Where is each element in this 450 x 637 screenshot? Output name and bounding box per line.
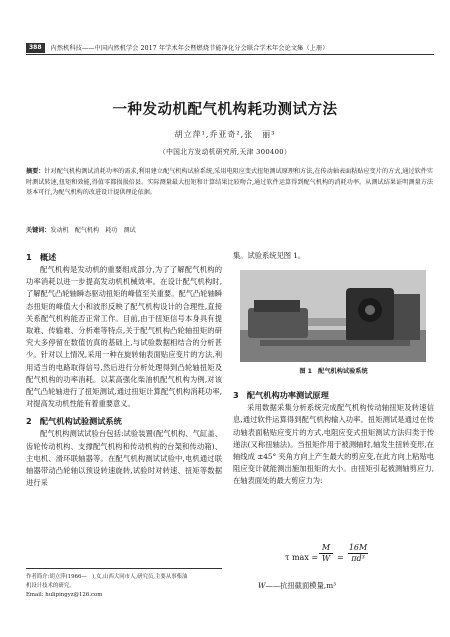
keywords-text: 发动机 配气机构 耗功 测试 — [50, 227, 136, 234]
formula-fraction-1 — [319, 543, 333, 564]
where-text: ——抗扭截面模量,m³ — [265, 581, 337, 590]
fraction-1-denominator: W — [321, 554, 331, 563]
fraction-1-numerator: M — [321, 543, 331, 552]
fraction-2-numerator: 16M — [348, 543, 368, 552]
paper-title: 一种发动机配气机构耗功测试方法 — [112, 102, 338, 118]
test-rig-illustration — [240, 270, 426, 362]
section-1-title: 1 概述 — [26, 252, 57, 262]
where-symbol: W — [258, 581, 266, 590]
shear-stress-formula — [233, 541, 434, 575]
footnote-email: Email: hulipingyz@126.com — [26, 592, 103, 598]
footnote-line-2: 机设计技术的研究。 — [26, 583, 75, 589]
fraction-2-denominator: πd³ — [351, 554, 365, 563]
section-2-title: 2 配气机构试验测试系统 — [26, 416, 122, 427]
abstract-text: 针对配气机构测试消耗功率的需求,利用建立配气机构试验系统,采用电阻应变式扭矩测试原理和方法,在传动轴表面粘贴应变片的方式,通过软件实时测试转速,扭矩和效能,得值零都损损倍县。实际测量最大扭矩和计算结果比较吻合,通过软件运算得到配气机构的消耗功率。从测试结果证明测量方法基本可行,为配气机构的改进设计提供理论依据。 — [26, 168, 433, 196]
footnote-line-1: 作者简介:胡立萍(1966— ),女,山西大同市人,研究员,主要从事柴油 — [26, 574, 188, 580]
figure-intro-text: 集。试验系统见图 1。 — [233, 251, 306, 260]
test-system-photo — [240, 270, 426, 362]
keywords-label: 关键词： — [26, 227, 51, 234]
section-3-title: 3 配气机构功率测试原理 — [233, 390, 329, 401]
formula-fraction-2 — [348, 543, 368, 564]
symbol-definition — [258, 581, 336, 591]
section-3-paragraph: 采用数据采集分析系统完成配气机构传动轴扭矩及转速信息,通过软件运算得到配气机构输入功率。扭矩测试是通过在传动轴表面粘贴应变片的方式,电阻应变式扭矩测试方法归类于传递法(又称扭轴法)。当扭矩作用于被测轴时,轴发生扭转变形,在轴线成 ±45° 夹角方向上产生最大的剪应变,在此方向上粘贴电阻应变计就能测出施加扭矩的大小。由扭矩引起被测轴剪应力,在轴表面处的最大剪应力为: — [233, 403, 434, 486]
left-column — [26, 250, 222, 489]
abstract — [26, 167, 433, 199]
section-1-paragraph: 配气机构是发动机的重要组成部分,为了了解配气机构的功率消耗以进一步提高发动机机械效率。在设计配气机构时,了解配气凸轮轴瞬态驱动扭矩的峰值至关重要。配气凸轮轴瞬态扭矩的峰值大小和波形反映了配气机构设计的合理性,直接关系配气机构能否正常工作。目前,由于扭矩信号本身具有提取难、传输难、分析难等特点,关于配气机构凸轮轴扭矩的研究大多停留在数值仿真的基础上,与试验数据相结合的分析甚少。针对以上情况,采用一种在旋转轴表面贴应变片的方法,利用适当的电路取得信号,然后进行分析处理得到凸轮轴扭矩及配气机构的功率消耗。以某高强化柴油机配气机构为例,对该配气凸轮轴进行了扭矩测试,通过扭矩计算配气机构消耗功率,对提高发动机性能有着重要意义。 — [26, 265, 222, 409]
figure-caption: 图 1 配气机构试验系统 — [299, 368, 368, 375]
keywords — [26, 226, 433, 236]
page-number: 388 — [26, 43, 45, 53]
paper-affiliation: （中国北方发动机研究所,天津 300400） — [158, 148, 292, 156]
author-footnote — [26, 568, 222, 600]
paper-authors: 胡立萍¹,乔亚奇²,张 丽³ — [174, 130, 276, 139]
formula-lhs: τ max = — [285, 553, 319, 562]
running-header — [26, 43, 434, 55]
formula-equals: = — [337, 553, 344, 562]
section-2-paragraph: 配气机构测试试验台包括:试验装置(配气机构、气缸盖、齿轮传动机构、支撑配气机构和传动机构的台架和传动箱)、主电机、滑环联轴器等。在配气机构测试试验中,电机通过联轴器带动凸轮轴以预设转速旋转,试验时对转速、扭矩等数据进行采 — [26, 429, 222, 488]
running-title: 内然机科技——中国内然机学会 2017 年学术年会暨燃烧节能净化分会联合学术年会论文集（上册） — [50, 45, 329, 52]
abstract-label: 摘要： — [26, 168, 45, 175]
